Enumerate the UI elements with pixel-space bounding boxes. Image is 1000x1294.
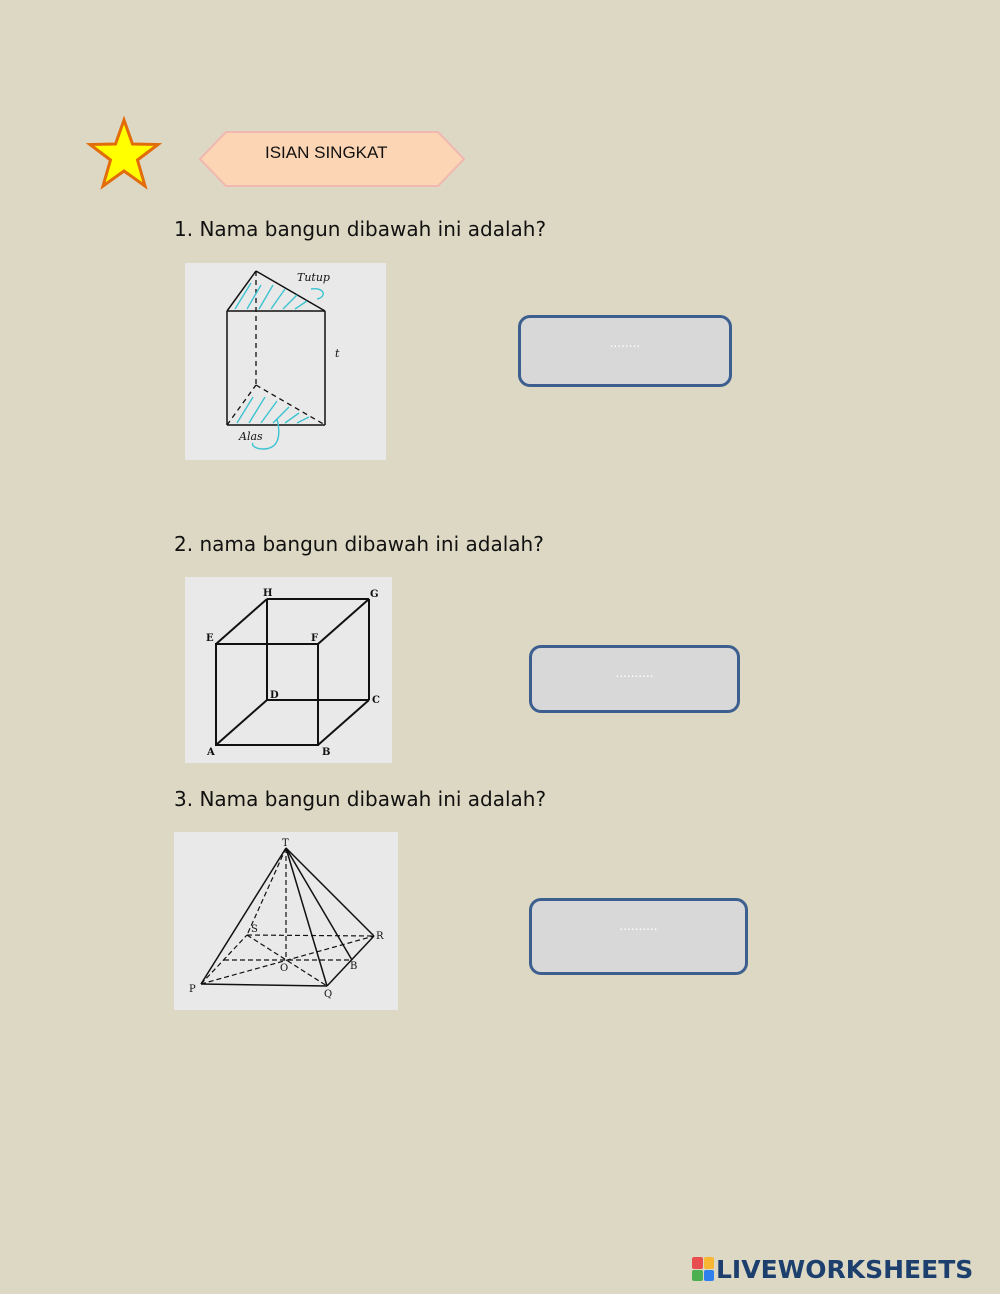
label-b-pyramid: B [350,961,358,972]
label-t: T [282,838,289,849]
label-o: O [280,963,289,974]
answer-input-2[interactable] [529,645,740,713]
section-title: ISIAN SINGKAT [265,143,388,162]
label-alas: Alas [239,430,263,443]
figure-square-pyramid [174,832,398,1010]
label-r: R [376,931,384,942]
label-h: H [263,588,273,599]
logo-icon [692,1257,714,1281]
label-e: E [206,633,214,644]
label-height: t [335,347,340,360]
label-s: S [251,924,258,935]
label-q: Q [324,989,333,1000]
answer-input-1[interactable] [518,315,732,387]
label-g: G [370,589,379,600]
label-c: C [372,695,380,706]
label-tutup: Tutup [297,271,330,284]
figure-triangular-prism [185,263,386,460]
figure-cube [185,577,392,763]
label-p: P [189,984,196,995]
section-title-badge [198,130,466,188]
liveworksheets-logo [692,1254,973,1284]
star-icon [86,116,162,192]
brand-name: LIVEWORKSHEETS [716,1254,974,1284]
question-2-text: 2. nama bangun dibawah ini adalah? [174,532,544,556]
answer-placeholder-2: .......... [615,666,654,680]
answer-input-3[interactable] [529,898,748,975]
label-b: B [322,747,331,758]
answer-placeholder-3: .......... [619,919,658,933]
question-3-text: 3. Nama bangun dibawah ini adalah? [174,787,547,811]
label-f: F [311,633,319,644]
answer-placeholder-1: ........ [609,336,641,350]
label-a: A [207,747,215,758]
label-d: D [270,690,279,701]
question-1-text: 1. Nama bangun dibawah ini adalah? [174,217,547,241]
